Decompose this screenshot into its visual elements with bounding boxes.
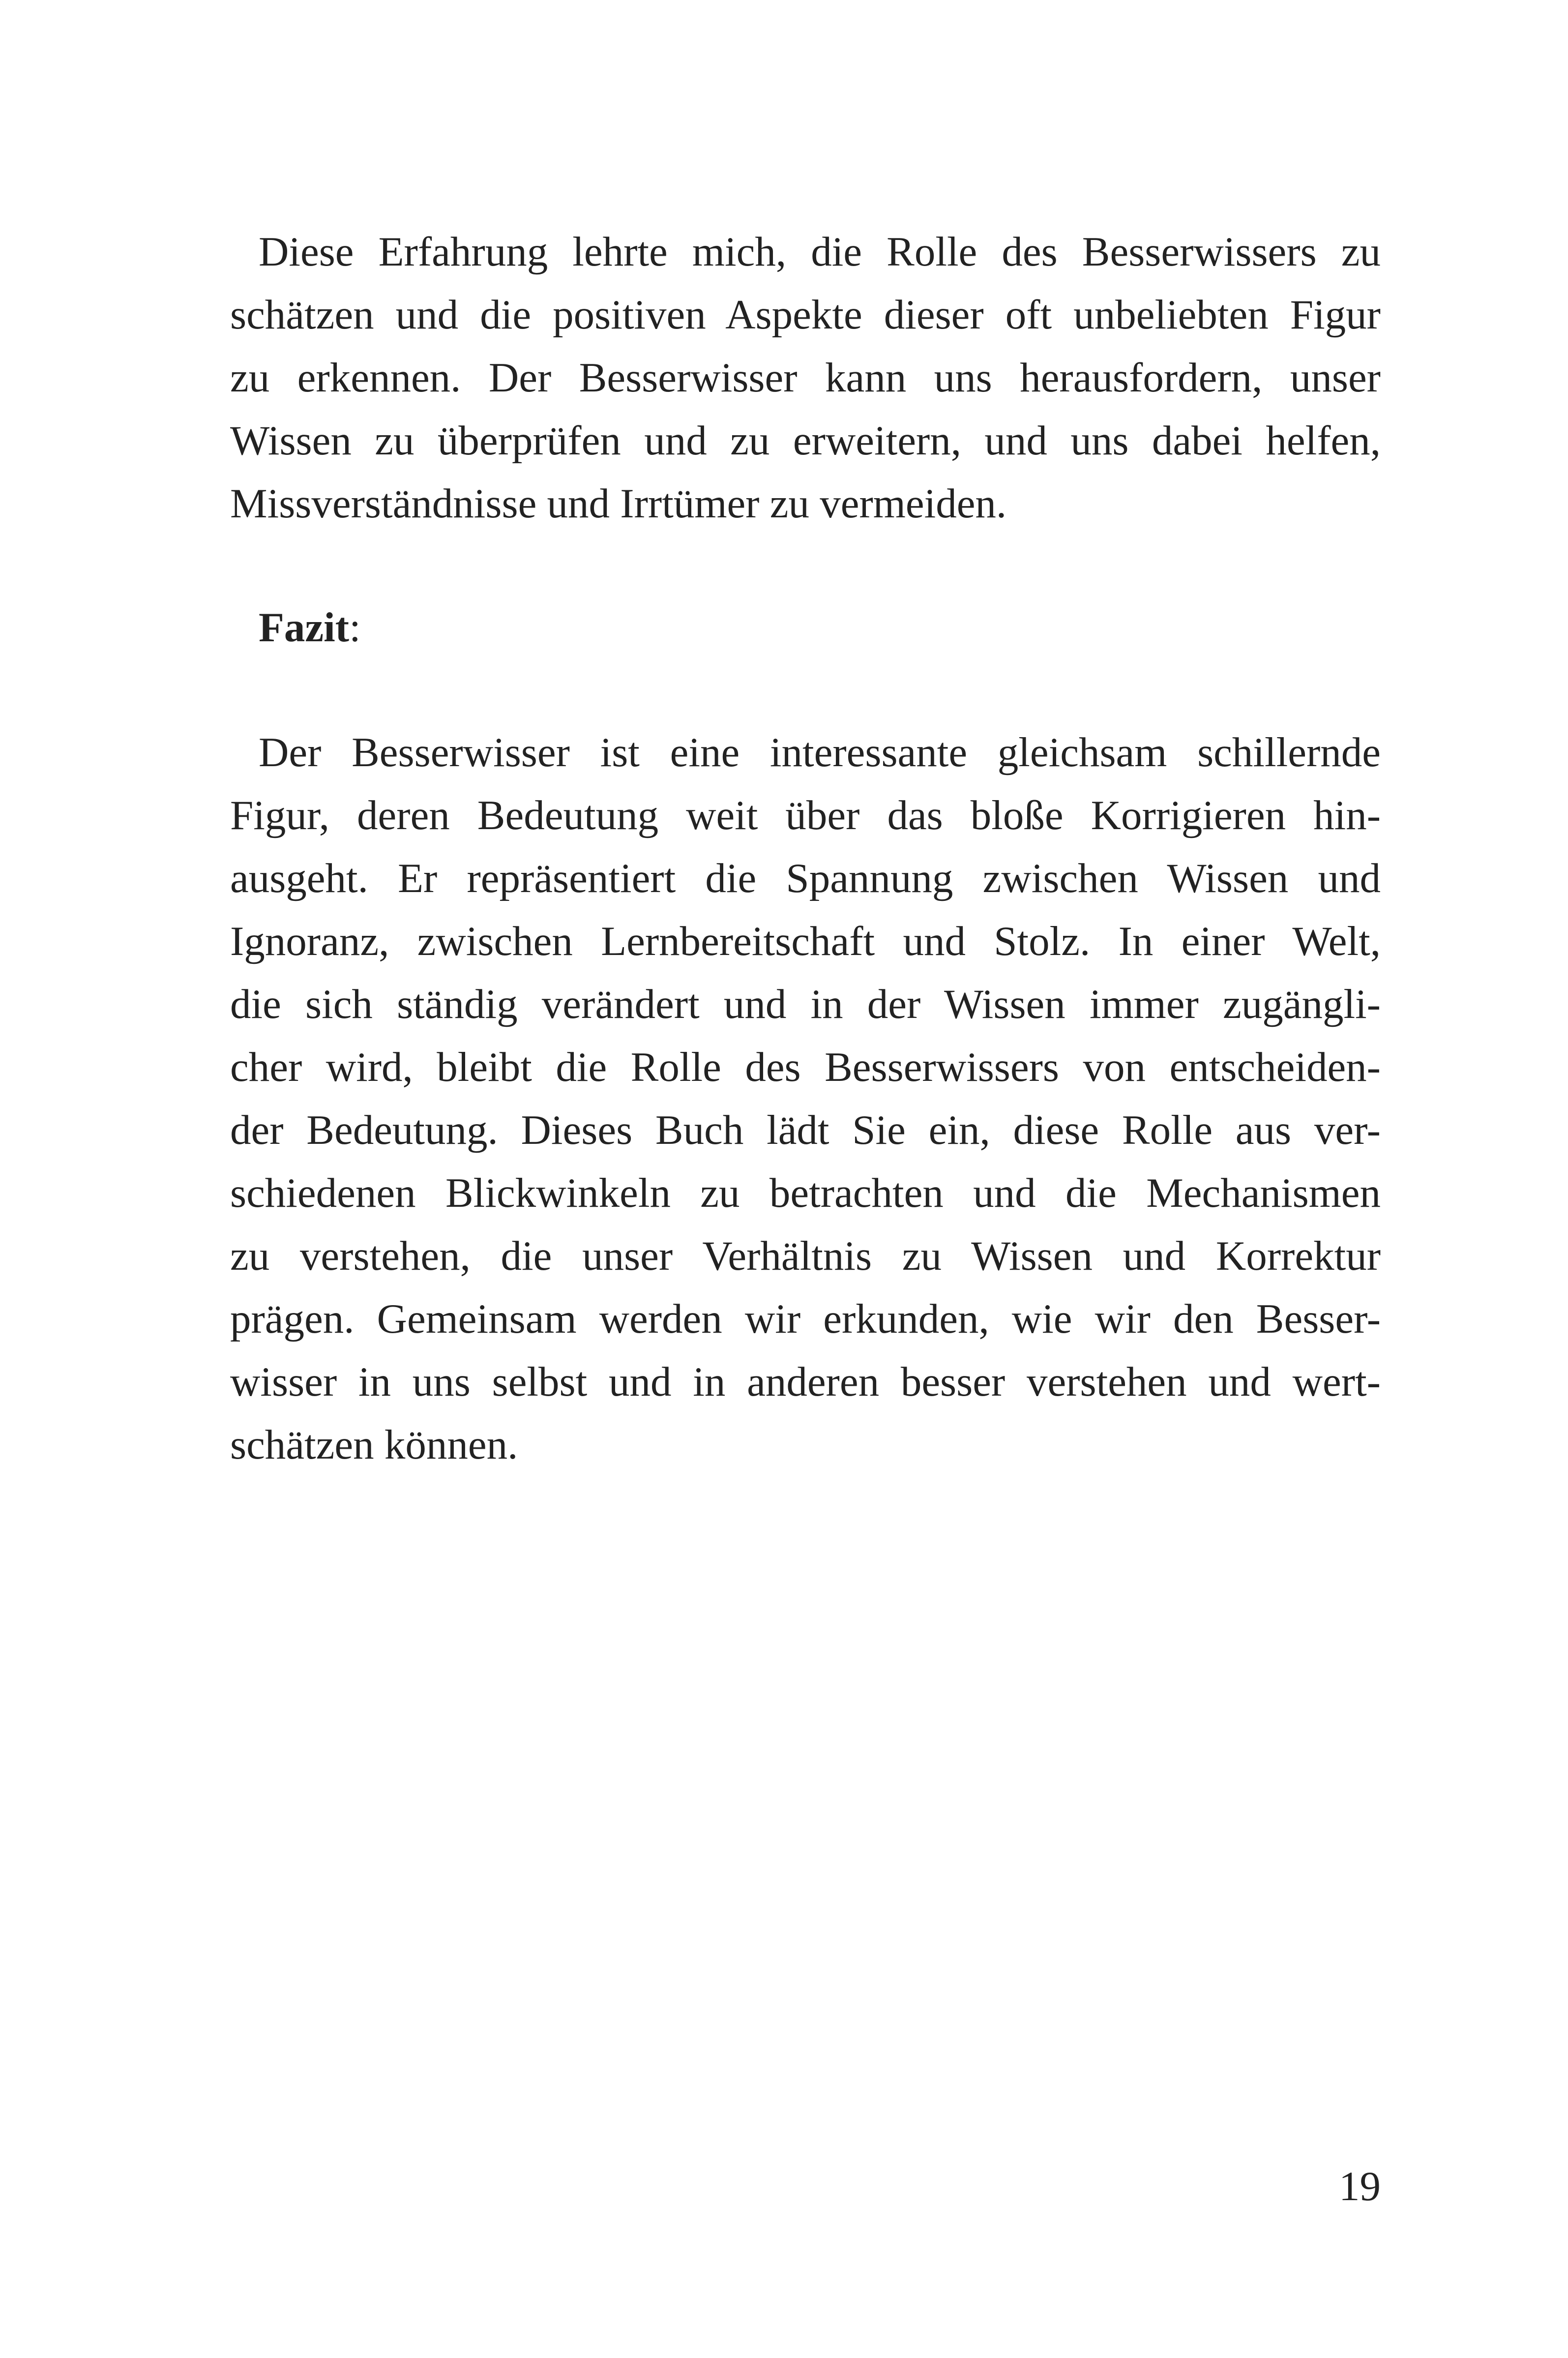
paragraph-2-line-6: cher wird, bleibt die Rolle des Besserwissers von entscheiden- (230, 1044, 1381, 1090)
paragraph-2-line-1: Der Besserwisser ist eine interessante gleichsam schillernde (259, 729, 1381, 776)
heading-suffix: : (349, 604, 361, 651)
paragraph-1-line-4: Wissen zu überprüfen und zu erweitern, und uns dabei helfen, (230, 418, 1381, 464)
page-number: 19 (1339, 2163, 1381, 2209)
paragraph-1-line-1: Diese Erfahrung lehrte mich, die Rolle des Besserwissers zu (259, 229, 1381, 275)
section-heading (259, 604, 361, 651)
heading-label: Fazit (259, 604, 350, 651)
paragraph-1-line-2: schätzen und die positiven Aspekte dieser oft unbeliebten Figur (230, 292, 1381, 338)
paragraph-1-line-3: zu erkennen. Der Besserwisser kann uns herausfordern, unser (230, 355, 1381, 401)
paragraph-2-line-5: die sich ständig verändert und in der Wissen immer zugängli- (230, 981, 1381, 1027)
paragraph-2-line-12: schätzen können. (230, 1422, 518, 1468)
paragraph-2-line-3: ausgeht. Er repräsentiert die Spannung zwischen Wissen und (230, 855, 1381, 901)
paragraph-2-line-7: der Bedeutung. Dieses Buch lädt Sie ein, diese Rolle aus ver- (230, 1107, 1381, 1153)
paragraph-2-line-4: Ignoranz, zwischen Lernbereitschaft und Stolz. In einer Welt, (230, 918, 1381, 964)
paragraph-2-line-8: schiedenen Blickwinkeln zu betrachten und die Mechanismen (230, 1170, 1381, 1216)
paragraph-2-line-2: Figur, deren Bedeutung weit über das bloße Korrigieren hin- (230, 792, 1381, 838)
paragraph-2-line-11: wisser in uns selbst und in anderen besser verstehen und wert- (230, 1359, 1381, 1405)
paragraph-2-line-9: zu verstehen, die unser Verhältnis zu Wissen und Korrektur (230, 1233, 1381, 1279)
paragraph-1-line-5: Missverständnisse und Irrtümer zu vermeiden. (230, 480, 1007, 527)
paragraph-2-line-10: prägen. Gemeinsam werden wir erkunden, wie wir den Besser- (230, 1296, 1381, 1342)
